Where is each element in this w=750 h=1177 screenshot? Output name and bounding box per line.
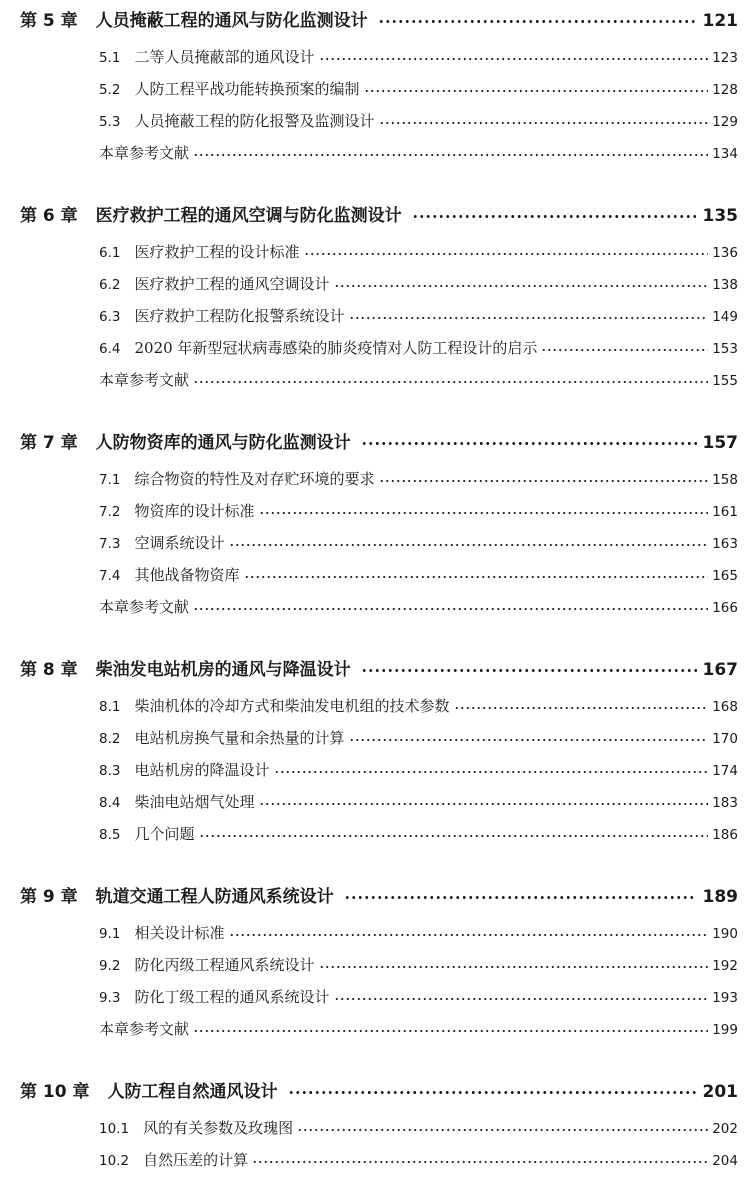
section-title: 电站机房换气量和余热量的计算 <box>134 729 345 747</box>
toc-section <box>99 1149 738 1175</box>
section-title: 柴油电站烟气处理 <box>134 793 255 811</box>
toc-references <box>99 596 738 622</box>
dot-leader <box>288 1091 697 1094</box>
toc-section <box>99 759 738 785</box>
section-title: 空调系统设计 <box>134 534 225 552</box>
section-page-number: 136 <box>712 245 738 261</box>
toc-section <box>99 727 738 753</box>
section-page-number: 158 <box>712 472 738 488</box>
references-title: 本章参考文献 <box>99 144 190 162</box>
section-page-number: 186 <box>712 827 738 843</box>
toc-section <box>99 823 738 849</box>
chapter-label: 第 8 章 <box>20 660 78 680</box>
toc-references <box>99 369 738 395</box>
toc-references <box>99 1018 738 1044</box>
section-title: 其他战备物资库 <box>134 566 240 584</box>
dot-leader <box>541 349 708 351</box>
chapter-heading <box>20 882 738 912</box>
section-page-number: 190 <box>712 926 738 942</box>
dot-leader <box>334 998 709 1000</box>
toc-section <box>99 78 738 104</box>
dot-leader <box>349 739 709 741</box>
section-title: 医疗救护工程的设计标准 <box>134 243 300 261</box>
section-title: 柴油机体的冷却方式和柴油发电机组的技术参数 <box>134 697 450 715</box>
dot-leader <box>378 20 697 23</box>
section-number: 7.2 <box>99 504 121 520</box>
toc-section <box>99 241 738 267</box>
chapter-heading <box>20 201 738 231</box>
dot-leader <box>379 480 709 482</box>
chapter-heading <box>20 655 738 685</box>
chapter-label: 第 7 章 <box>20 433 78 453</box>
section-number: 5.3 <box>99 114 121 130</box>
dot-leader <box>274 771 709 773</box>
section-page-number: 161 <box>712 504 738 520</box>
toc-section <box>99 305 738 331</box>
section-title: 防化丙级工程通风系统设计 <box>134 956 315 974</box>
dot-leader <box>319 58 709 60</box>
section-page-number: 168 <box>712 699 738 715</box>
section-title: 医疗救护工程防化报警系统设计 <box>134 307 345 325</box>
chapter-heading <box>20 428 738 458</box>
chapter-label: 第 5 章 <box>20 11 78 31</box>
toc-section <box>99 46 738 72</box>
section-number: 6.3 <box>99 309 121 325</box>
section-page-number: 165 <box>712 568 738 584</box>
section-title: 二等人员掩蔽部的通风设计 <box>134 48 315 66</box>
toc-section <box>99 954 738 980</box>
section-page-number: 174 <box>712 763 738 779</box>
section-number: 8.4 <box>99 795 121 811</box>
section-title: 人员掩蔽工程的防化报警及监测设计 <box>134 112 375 130</box>
toc-section <box>99 695 738 721</box>
section-number: 10.1 <box>99 1121 130 1137</box>
section-page-number: 202 <box>712 1121 738 1137</box>
section-number: 8.2 <box>99 731 121 747</box>
section-title: 综合物资的特性及对存贮环境的要求 <box>134 470 375 488</box>
section-number: 7.1 <box>99 472 121 488</box>
section-page-number: 170 <box>712 731 738 747</box>
section-number: 10.2 <box>99 1153 130 1169</box>
dot-leader <box>344 896 697 899</box>
section-page-number: 199 <box>712 1022 738 1038</box>
toc-section <box>99 468 738 494</box>
section-page-number: 163 <box>712 536 738 552</box>
section-page-number: 123 <box>712 50 738 66</box>
toc-section <box>99 791 738 817</box>
section-page-number: 192 <box>712 958 738 974</box>
chapter-label: 第 9 章 <box>20 887 78 907</box>
dot-leader <box>252 1161 708 1163</box>
section-number: 8.5 <box>99 827 121 843</box>
section-number: 9.3 <box>99 990 121 1006</box>
section-number: 8.3 <box>99 763 121 779</box>
chapter-page-number: 201 <box>702 1082 738 1102</box>
section-title: 医疗救护工程的通风空调设计 <box>134 275 330 293</box>
references-title: 本章参考文献 <box>99 1020 190 1038</box>
dot-leader <box>259 512 709 514</box>
section-number: 5.1 <box>99 50 121 66</box>
section-number: 6.4 <box>99 341 121 357</box>
chapter-page-number: 135 <box>702 206 738 226</box>
chapter-title: 人防物资库的通风与防化监测设计 <box>95 433 351 453</box>
section-number: 9.1 <box>99 926 121 942</box>
section-title: 人防工程平战功能转换预案的编制 <box>134 80 360 98</box>
section-title: 2020 年新型冠状病毒感染的肺炎疫情对人防工程设计的启示 <box>134 339 538 357</box>
dot-leader <box>193 1030 708 1032</box>
dot-leader <box>334 285 709 287</box>
section-page-number: 193 <box>712 990 738 1006</box>
toc-section <box>99 273 738 299</box>
dot-leader <box>304 253 709 255</box>
dot-leader <box>379 122 709 124</box>
dot-leader <box>229 934 709 936</box>
section-page-number: 134 <box>712 146 738 162</box>
chapter-page-number: 157 <box>702 433 738 453</box>
chapter-heading <box>20 1077 738 1107</box>
chapter-title: 医疗救护工程的通风空调与防化监测设计 <box>95 206 402 226</box>
section-page-number: 128 <box>712 82 738 98</box>
section-page-number: 204 <box>712 1153 738 1169</box>
section-title: 相关设计标准 <box>134 924 225 942</box>
references-title: 本章参考文献 <box>99 371 190 389</box>
dot-leader <box>319 966 709 968</box>
section-page-number: 138 <box>712 277 738 293</box>
section-page-number: 166 <box>712 600 738 616</box>
dot-leader <box>193 381 708 383</box>
toc-section <box>99 986 738 1012</box>
section-number: 6.2 <box>99 277 121 293</box>
toc-references <box>99 142 738 168</box>
dot-leader <box>412 215 697 218</box>
section-number: 7.4 <box>99 568 121 584</box>
chapter-title: 人防工程自然通风设计 <box>107 1082 278 1102</box>
toc-section <box>99 500 738 526</box>
chapter-page-number: 167 <box>702 660 738 680</box>
toc-section <box>99 337 738 363</box>
dot-leader <box>361 669 697 672</box>
section-number: 7.3 <box>99 536 121 552</box>
dot-leader <box>244 576 709 578</box>
section-number: 8.1 <box>99 699 121 715</box>
section-page-number: 183 <box>712 795 738 811</box>
chapter-label: 第 6 章 <box>20 206 78 226</box>
chapter-page-number: 121 <box>702 11 738 31</box>
section-number: 9.2 <box>99 958 121 974</box>
section-title: 物资库的设计标准 <box>134 502 255 520</box>
section-title: 风的有关参数及玫瑰图 <box>143 1119 294 1137</box>
dot-leader <box>193 154 708 156</box>
chapter-title: 轨道交通工程人防通风系统设计 <box>95 887 334 907</box>
dot-leader <box>297 1129 708 1131</box>
references-title: 本章参考文献 <box>99 598 190 616</box>
chapter-page-number: 189 <box>702 887 738 907</box>
chapter-label: 第 10 章 <box>20 1082 90 1102</box>
dot-leader <box>454 707 709 709</box>
section-title: 几个问题 <box>134 825 195 843</box>
section-page-number: 129 <box>712 114 738 130</box>
chapter-title: 柴油发电站机房的通风与降温设计 <box>95 660 351 680</box>
section-page-number: 153 <box>712 341 738 357</box>
section-title: 电站机房的降温设计 <box>134 761 270 779</box>
toc-section <box>99 564 738 590</box>
section-page-number: 155 <box>712 373 738 389</box>
toc-section <box>99 532 738 558</box>
section-title: 自然压差的计算 <box>143 1151 249 1169</box>
toc-section <box>99 922 738 948</box>
dot-leader <box>229 544 709 546</box>
dot-leader <box>199 835 709 837</box>
chapter-title: 人员掩蔽工程的通风与防化监测设计 <box>95 11 368 31</box>
section-number: 6.1 <box>99 245 121 261</box>
chapter-heading <box>20 6 738 36</box>
section-title: 防化丁级工程的通风系统设计 <box>134 988 330 1006</box>
toc-section <box>99 110 738 136</box>
dot-leader <box>361 442 697 445</box>
dot-leader <box>349 317 709 319</box>
dot-leader <box>259 803 709 805</box>
dot-leader <box>193 608 708 610</box>
section-page-number: 149 <box>712 309 738 325</box>
toc-section <box>99 1117 738 1143</box>
section-number: 5.2 <box>99 82 121 98</box>
dot-leader <box>364 90 709 92</box>
